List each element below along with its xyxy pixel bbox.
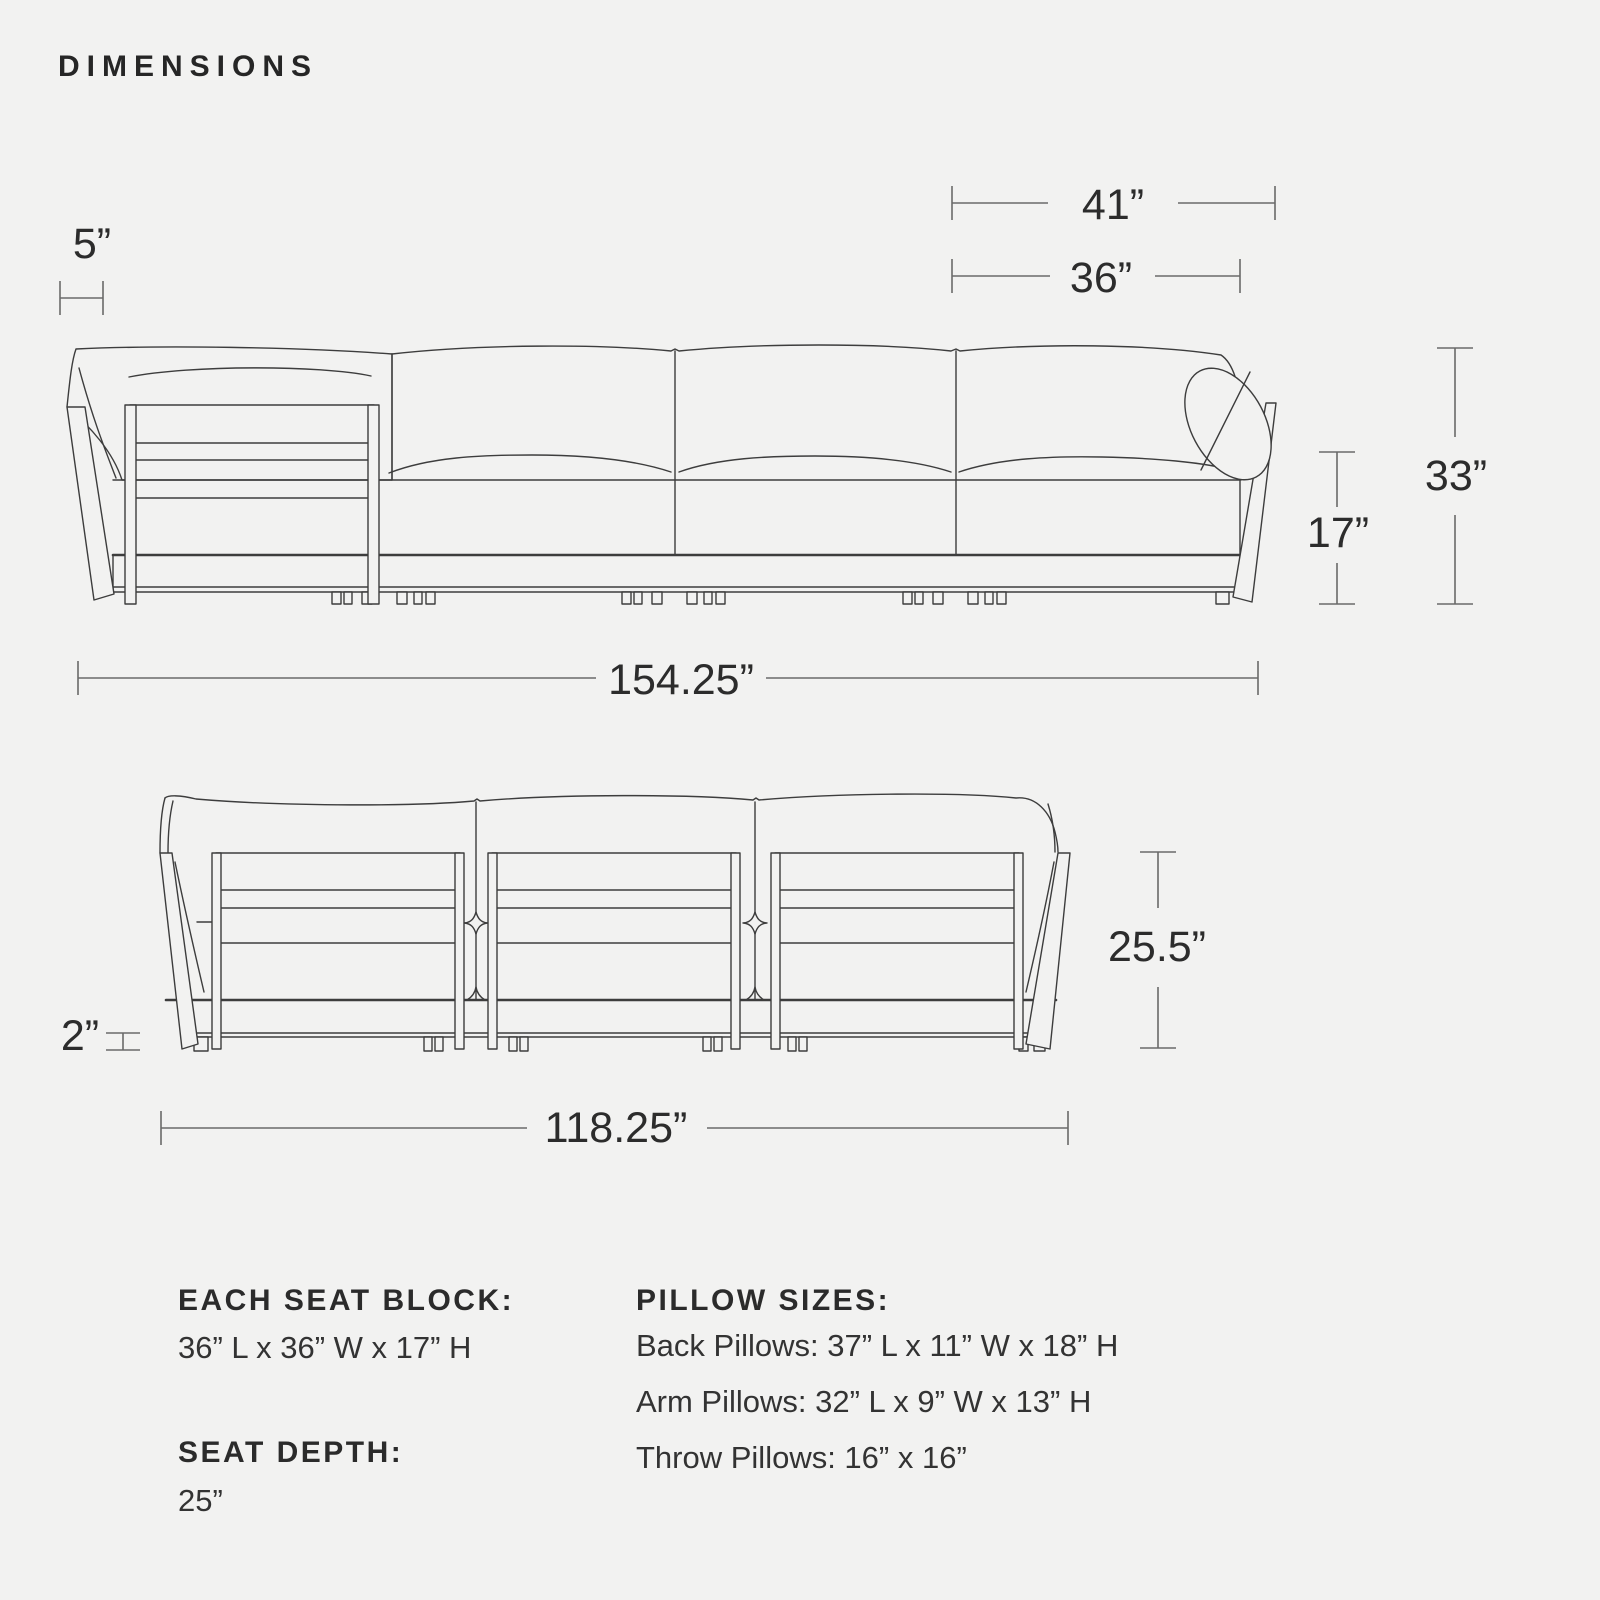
label-frame-height: 25.5” — [1107, 923, 1207, 972]
corner-frame-post — [125, 405, 136, 604]
label-seat-height: 17” — [1306, 509, 1370, 558]
sofa-side-view — [67, 345, 1289, 604]
back-feet — [194, 1037, 1045, 1051]
label-overall-length: 154.25” — [608, 656, 754, 705]
pillow-size-back: Back Pillows: 37” L x 11” W x 18” H — [636, 1328, 1119, 1363]
dim-leg-height — [106, 1033, 140, 1050]
corner-frame-post — [368, 405, 379, 604]
back-frame-posts — [212, 853, 1023, 1049]
back-right-arm — [1026, 853, 1070, 1049]
label-leg-height: 2” — [60, 1012, 100, 1061]
label-back-length: 118.25” — [544, 1104, 688, 1153]
back-top-outline — [165, 794, 1058, 852]
sofa-feet — [332, 592, 1229, 604]
seat-depth-heading: SEAT DEPTH: — [178, 1436, 404, 1469]
pillow-size-throw: Throw Pillows: 16” x 16” — [636, 1440, 967, 1475]
label-seat-module-width: 36” — [1069, 254, 1133, 303]
back-frame-slats — [216, 853, 1019, 943]
label-back-overhang: 5” — [72, 220, 112, 269]
pillow-size-arm: Arm Pillows: 32” L x 9” W x 13” H — [636, 1384, 1092, 1419]
sofa-back-outline — [392, 345, 1241, 480]
label-overall-height: 33” — [1424, 452, 1488, 501]
seat-depth-value: 25” — [178, 1483, 223, 1518]
dim-back-overhang — [60, 281, 103, 315]
module-divides — [197, 802, 767, 1000]
page-title: DIMENSIONS — [58, 50, 319, 83]
seat-block-value: 36” L x 36” W x 17” H — [178, 1330, 472, 1365]
seat-block-heading: EACH SEAT BLOCK: — [178, 1284, 515, 1317]
pillow-sizes-heading: PILLOW SIZES: — [636, 1284, 891, 1317]
label-end-module-width: 41” — [1081, 181, 1145, 230]
sofa-back-view — [160, 794, 1070, 1051]
